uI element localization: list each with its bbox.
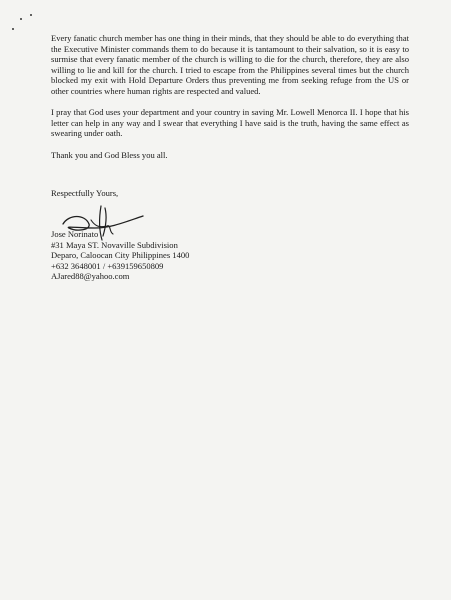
sender-name: Jose Norinato <box>51 229 99 239</box>
scan-specks <box>8 10 48 40</box>
letter-closing: Respectfully Yours, <box>51 188 119 198</box>
sender-address-line-1: #31 Maya ST. Novaville Subdivision <box>51 239 178 250</box>
scan-speck <box>30 14 32 16</box>
paragraph-church-fanaticism: Every fanatic church member has one thing in their minds, that they should be able to do everything that the Executive Minister commands them to do because it is tantamount to their salvation, so it is easy to surmise that every fanatic member of the church is willing to die for the church, therefore, they are also willing to lie and kill for the church. I tried to escape from the Philippines several times but the church blocked my exit with Hold Departure Orders thus preventing me from seeking refuge from the US or other countries where human rights are respected and valued. <box>51 33 409 96</box>
scan-speck <box>20 18 22 20</box>
sender-block <box>51 229 189 282</box>
paragraph-prayer: I pray that God uses your department and your country in saving Mr. Lowell Menorca II. I hope that his letter can help in any way and I swear that everything I have said is the truth, having the same effect as swearing under oath. <box>51 107 409 139</box>
letter-body <box>51 33 409 171</box>
sender-email: AJared88@yahoo.com <box>51 271 130 282</box>
paragraph-thanks: Thank you and God Bless you all. <box>51 149 168 160</box>
sender-address-line-2: Deparo, Caloocan City Philippines 1400 <box>51 250 190 261</box>
scan-speck <box>12 28 14 30</box>
sender-phone: +632 3648001 / +639159650809 <box>51 260 164 271</box>
